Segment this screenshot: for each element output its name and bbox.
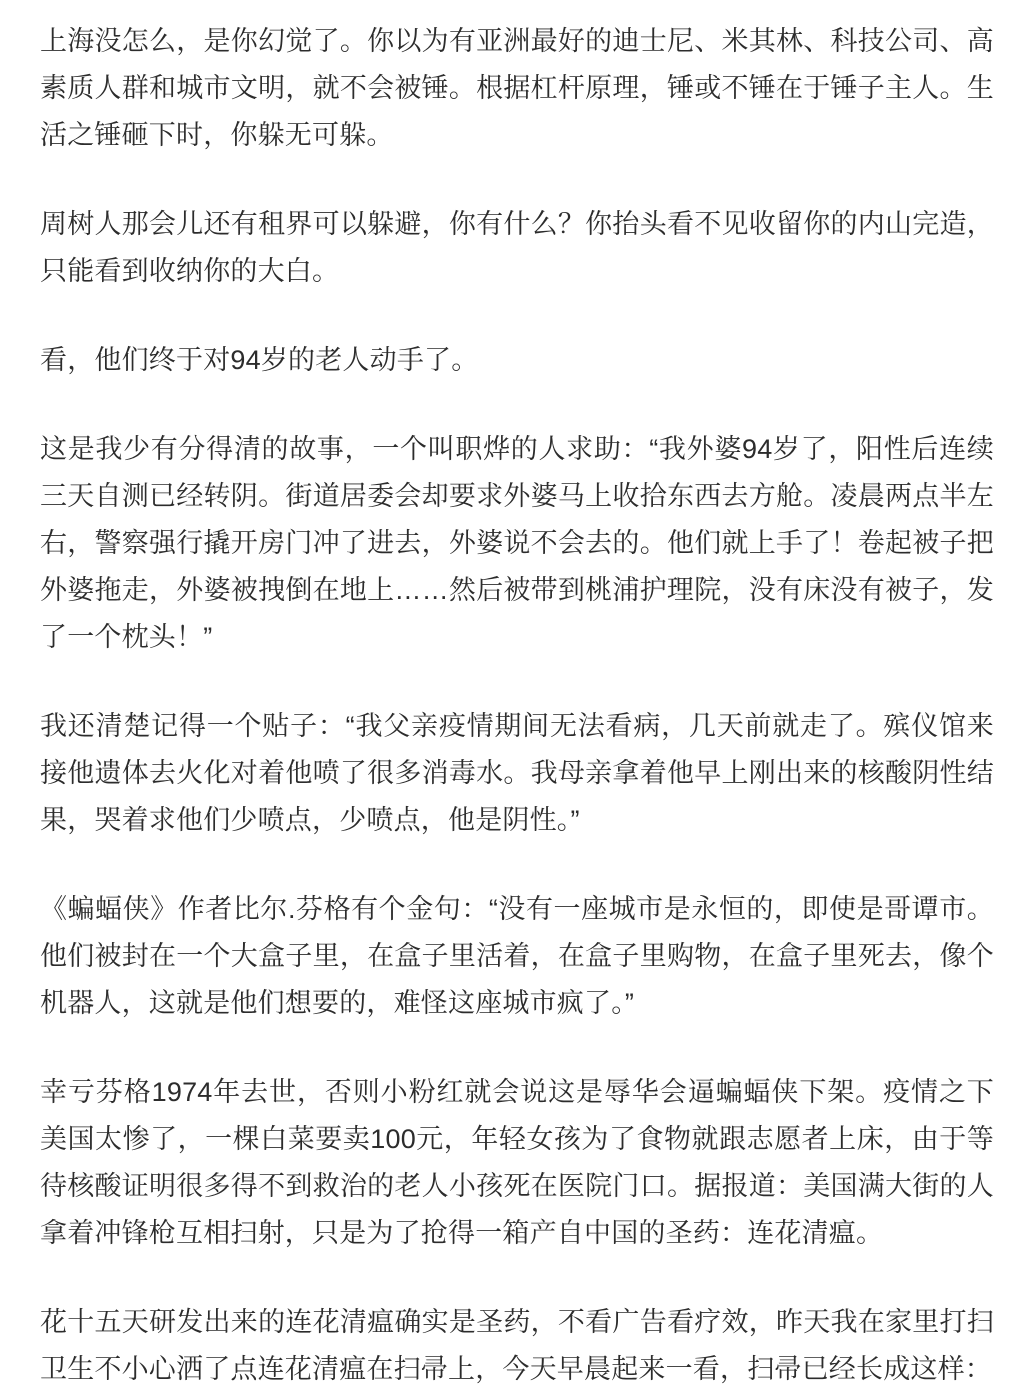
paragraph: 幸亏芬格1974年去世，否则小粉红就会说这是辱华会逼蝙蝠侠下架。疫情之下美国太惨了，一棵白菜要卖100元，年轻女孩为了食物就跟志愿者上床，由于等待核酸证明很多得不到救治的老人小孩死在医院门口。据报道：美国满大街的人拿着冲锋枪互相扫射，只是为了抢得一箱产自中国的圣药：连花清瘟。 xyxy=(40,1077,994,1248)
paragraph: 《蝙蝠侠》作者比尔.芬格有个金句：“没有一座城市是永恒的，即使是哥谭市。他们被封在一个大盒子里，在盒子里活着，在盒子里购物，在盒子里死去，像个机器人，这就是他们想要的，难怪这座城市疯了。” xyxy=(40,894,994,1018)
paragraph: 上海没怎么，是你幻觉了。你以为有亚洲最好的迪士尼、米其林、科技公司、高素质人群和城市文明，就不会被锤。根据杠杆原理，锤或不锤在于锤子主人。生活之锤砸下时，你躲无可躲。 xyxy=(40,26,994,150)
paragraph: 这是我少有分得清的故事，一个叫职烨的人求助：“我外婆94岁了，阳性后连续三天自测已经转阴。街道居委会却要求外婆马上收拾东西去方舱。凌晨两点半左右，警察强行撬开房门冲了进去，外婆说不会去的。他们就上手了！卷起被子把外婆拖走，外婆被拽倒在地上……然后被带到桃浦护理院，没有床没有被子，发了一个枕头！” xyxy=(40,434,994,652)
paragraph: 周树人那会儿还有租界可以躲避，你有什么？你抬头看不见收留你的内山完造，只能看到收纳你的大白。 xyxy=(40,209,994,286)
paragraph: 花十五天研发出来的连花清瘟确实是圣药，不看广告看疗效，昨天我在家里打扫卫生不小心洒了点连花清瘟在扫帚上，今天早晨起来一看，扫帚已经长成这样： xyxy=(40,1307,994,1384)
paragraph: 看，他们终于对94岁的老人动手了。 xyxy=(40,345,479,375)
paragraph: 我还清楚记得一个贴子：“我父亲疫情期间无法看病，几天前就走了。殡仪馆来接他遗体去火化对着他喷了很多消毒水。我母亲拿着他早上刚出来的核酸阴性结果，哭着求他们少喷点，少喷点，他是阴性。” xyxy=(40,711,994,835)
